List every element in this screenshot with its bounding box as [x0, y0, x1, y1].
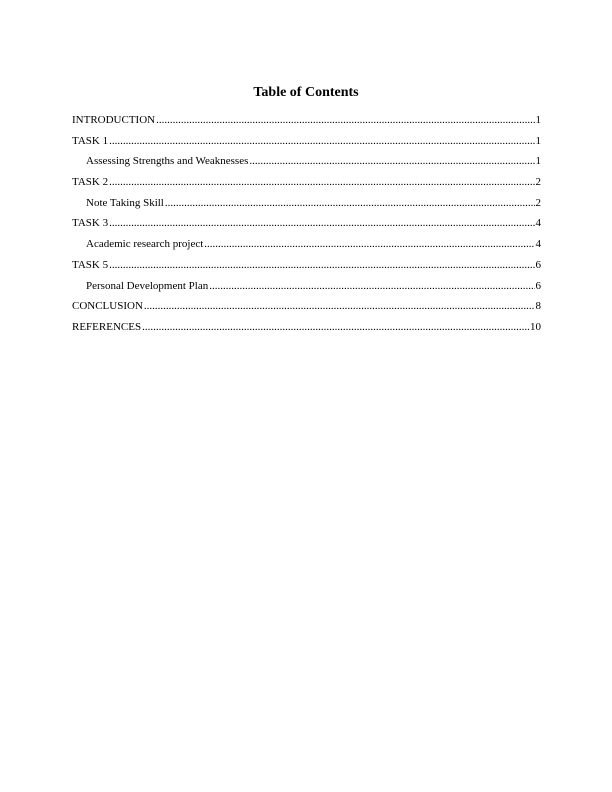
toc-dot-leader: [144, 299, 535, 313]
toc-entry-page-number: 6: [535, 258, 541, 271]
toc-dot-leader: [165, 196, 535, 210]
toc-entry-introduction[interactable]: [72, 113, 541, 134]
toc-entry-page-number: 2: [535, 176, 541, 189]
toc-dot-leader: [109, 134, 534, 148]
toc-entry-label: Assessing Strengths and Weaknesses: [86, 155, 249, 168]
toc-entry-task-2[interactable]: [72, 175, 541, 196]
toc-entry-label: TASK 2: [72, 176, 109, 189]
toc-entry-page-number: 1: [535, 114, 541, 126]
toc-entry-label: TASK 5: [72, 258, 109, 271]
toc-dot-leader: [204, 237, 534, 251]
toc-entry-page-number: 2: [535, 196, 541, 209]
toc-entry-page-number: 8: [535, 300, 541, 313]
toc-entry-label: Note Taking Skill: [86, 196, 164, 209]
toc-entry-page-number: 1: [535, 155, 541, 168]
toc-list: [72, 113, 541, 341]
toc-entry-assessing-strengths[interactable]: [72, 154, 541, 175]
toc-entry-label: REFERENCES: [72, 320, 142, 333]
toc-dot-leader: [109, 175, 534, 189]
toc-entry-label: TASK 1: [72, 134, 109, 147]
toc-dot-leader: [109, 258, 534, 272]
toc-entry-page-number: 6: [535, 279, 541, 292]
toc-entry-task-1[interactable]: [72, 134, 541, 155]
toc-entry-conclusion[interactable]: [72, 299, 541, 320]
toc-dot-leader: [209, 279, 534, 293]
toc-entry-label: CONCLUSION: [72, 300, 143, 313]
toc-dot-leader: [249, 154, 534, 168]
toc-entry-task-3[interactable]: [72, 216, 541, 237]
toc-dot-leader: [109, 216, 534, 230]
toc-entry-label: Academic research project: [86, 238, 204, 251]
toc-entry-page-number: 4: [535, 238, 541, 251]
toc-title: Table of Contents: [253, 85, 359, 100]
toc-dot-leader: [156, 113, 534, 127]
toc-entry-references[interactable]: [72, 320, 541, 341]
toc-entry-label: INTRODUCTION: [72, 114, 156, 126]
toc-entry-label: Personal Development Plan: [86, 279, 209, 292]
toc-dot-leader: [142, 320, 529, 334]
toc-entry-page-number: 1: [535, 134, 541, 147]
toc-entry-page-number: 10: [530, 320, 541, 333]
toc-entry-academic-research[interactable]: [72, 237, 541, 258]
toc-entry-page-number: 4: [535, 217, 541, 230]
toc-entry-label: TASK 3: [72, 217, 109, 230]
toc-entry-task-5[interactable]: [72, 258, 541, 279]
toc-entry-personal-development[interactable]: [72, 279, 541, 300]
toc-entry-note-taking[interactable]: [72, 196, 541, 217]
